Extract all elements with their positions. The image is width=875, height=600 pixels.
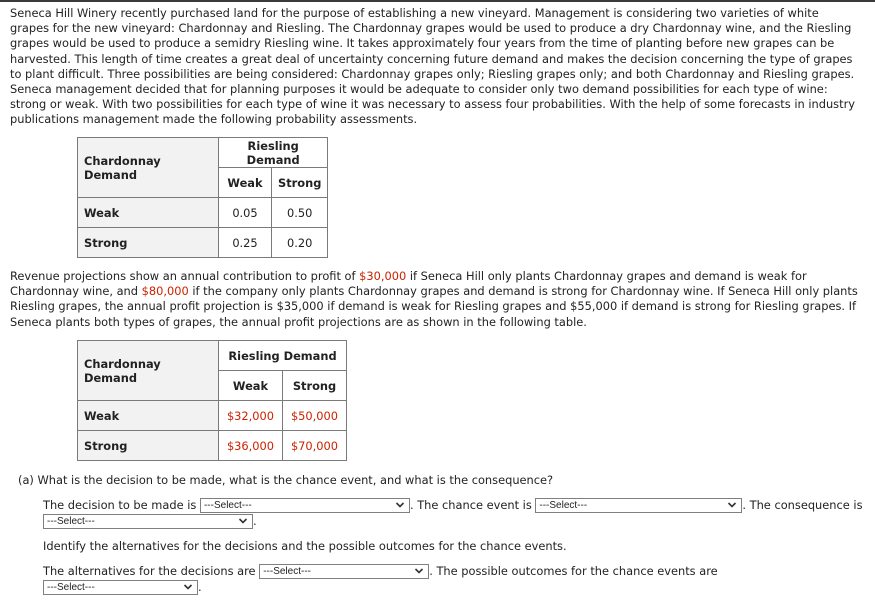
outcomes-select[interactable] bbox=[43, 580, 198, 595]
chevron-down-icon bbox=[414, 566, 424, 576]
alternatives-line bbox=[43, 564, 718, 579]
chevron-down-icon bbox=[183, 582, 193, 592]
table2-row-strong-label: Strong bbox=[78, 431, 219, 461]
profit-table bbox=[77, 340, 347, 461]
consequence-select-value: ---Select--- bbox=[47, 516, 95, 527]
table2-cell: $70,000 bbox=[283, 431, 347, 461]
consequence-select[interactable] bbox=[43, 514, 253, 529]
revenue-value-highlight: $30,000 bbox=[359, 269, 407, 283]
outcomes-prefix: . The possible outcomes for the chance events are bbox=[429, 564, 718, 578]
intro-paragraph: Seneca Hill Winery recently purchased land for the purpose of establishing a new vineyard. Management is considering two varieties of white grapes for the new vineyard: Chardonnay and Riesling. The Chardonnay grapes would be used to produce a dry Chardonnay wine, and the Riesling grapes would be used to produce a semidry Riesling wine. It takes approximately four years from the time of planting before new grapes can be harvested. This length of time creates a great deal of uncertainty concerning future demand and makes the decision concerning the type of grapes to plant difficult. Three possibilities are being considered: Chardonnay grapes only; Riesling grapes only; and both Chardonnay and Riesling grapes. Seneca management decided that for planning purposes it would be adequate to consider only two demand possibilities for each type of wine: strong or weak. With two possibilities for each type of wine it was necessary to assess four probabilities. With the help of some forecasts in industry publications management made the following probability assessments. bbox=[10, 6, 855, 127]
table1-cell: 0.20 bbox=[272, 228, 328, 258]
outcomes-select-value: ---Select--- bbox=[47, 582, 95, 593]
revenue-value-highlight: $80,000 bbox=[141, 284, 189, 299]
revenue-text: if Seneca Hill only plants Chardonnay grapes and demand is weak for Chardonnay wine, and bbox=[10, 269, 807, 299]
table2-col-strong: Strong bbox=[283, 371, 347, 401]
consequence-prefix: . The consequence is bbox=[742, 498, 863, 512]
table2-cell: $36,000 bbox=[219, 431, 283, 461]
period: . bbox=[253, 514, 257, 528]
table2-cell: $32,000 bbox=[219, 401, 283, 431]
table1-cell: 0.05 bbox=[219, 198, 272, 228]
period: . bbox=[198, 580, 202, 594]
chevron-down-icon bbox=[727, 500, 737, 510]
chance-event-select[interactable] bbox=[535, 498, 742, 513]
table1-row-strong-label: Strong bbox=[78, 228, 219, 258]
decision-select-value: ---Select--- bbox=[203, 500, 252, 511]
table2-row-weak-label: Weak bbox=[78, 401, 219, 431]
table1-cell: 0.25 bbox=[219, 228, 272, 258]
revenue-text: if the company only plants Chardonnay grapes and demand is strong for Chardonnay wine. If Seneca Hill only plants Riesling grapes, the annual profit projection is $35,000 if demand is weak for Riesling grapes and $55,000 if demand is strong for Riesling grapes. If Seneca plants both types of grapes, the annual profit projections are as shown in the following table. bbox=[10, 284, 858, 329]
table1-row-weak-label: Weak bbox=[78, 198, 219, 228]
revenue-text: Revenue projections show an annual contribution to profit of bbox=[10, 269, 360, 283]
question-a: (a) What is the decision to be made, what is the chance event, and what is the consequence? bbox=[18, 473, 554, 487]
table2-col-weak: Weak bbox=[219, 371, 283, 401]
outcomes-line bbox=[43, 580, 202, 595]
top-border bbox=[0, 0, 875, 2]
revenue-paragraph bbox=[10, 269, 860, 330]
consequence-line bbox=[43, 514, 257, 529]
table2-row-header: Chardonnay Demand bbox=[78, 341, 219, 401]
table1-cell: 0.50 bbox=[272, 198, 328, 228]
table1-col-strong: Strong bbox=[272, 168, 328, 198]
chance-event-select-value: ---Select--- bbox=[539, 500, 588, 511]
probability-table bbox=[77, 137, 328, 258]
chevron-down-icon bbox=[395, 500, 405, 510]
alternatives-prefix: The alternatives for the decisions are bbox=[43, 564, 256, 578]
table2-col-header: Riesling Demand bbox=[219, 341, 347, 371]
table1-col-weak: Weak bbox=[219, 168, 272, 198]
chance-prefix: . The chance event is bbox=[409, 498, 532, 512]
decision-line bbox=[43, 498, 863, 513]
alternatives-select-value: ---Select--- bbox=[263, 566, 311, 577]
decision-prefix: The decision to be made is bbox=[43, 498, 197, 512]
table2-cell: $50,000 bbox=[283, 401, 347, 431]
decision-select[interactable] bbox=[200, 498, 410, 513]
chevron-down-icon bbox=[238, 516, 248, 526]
table1-col-header: Riesling Demand bbox=[219, 138, 328, 168]
alternatives-select[interactable] bbox=[259, 564, 429, 579]
table1-row-header: Chardonnay Demand bbox=[78, 138, 219, 198]
identify-text: Identify the alternatives for the decisions and the possible outcomes for the chance events. bbox=[43, 539, 567, 553]
